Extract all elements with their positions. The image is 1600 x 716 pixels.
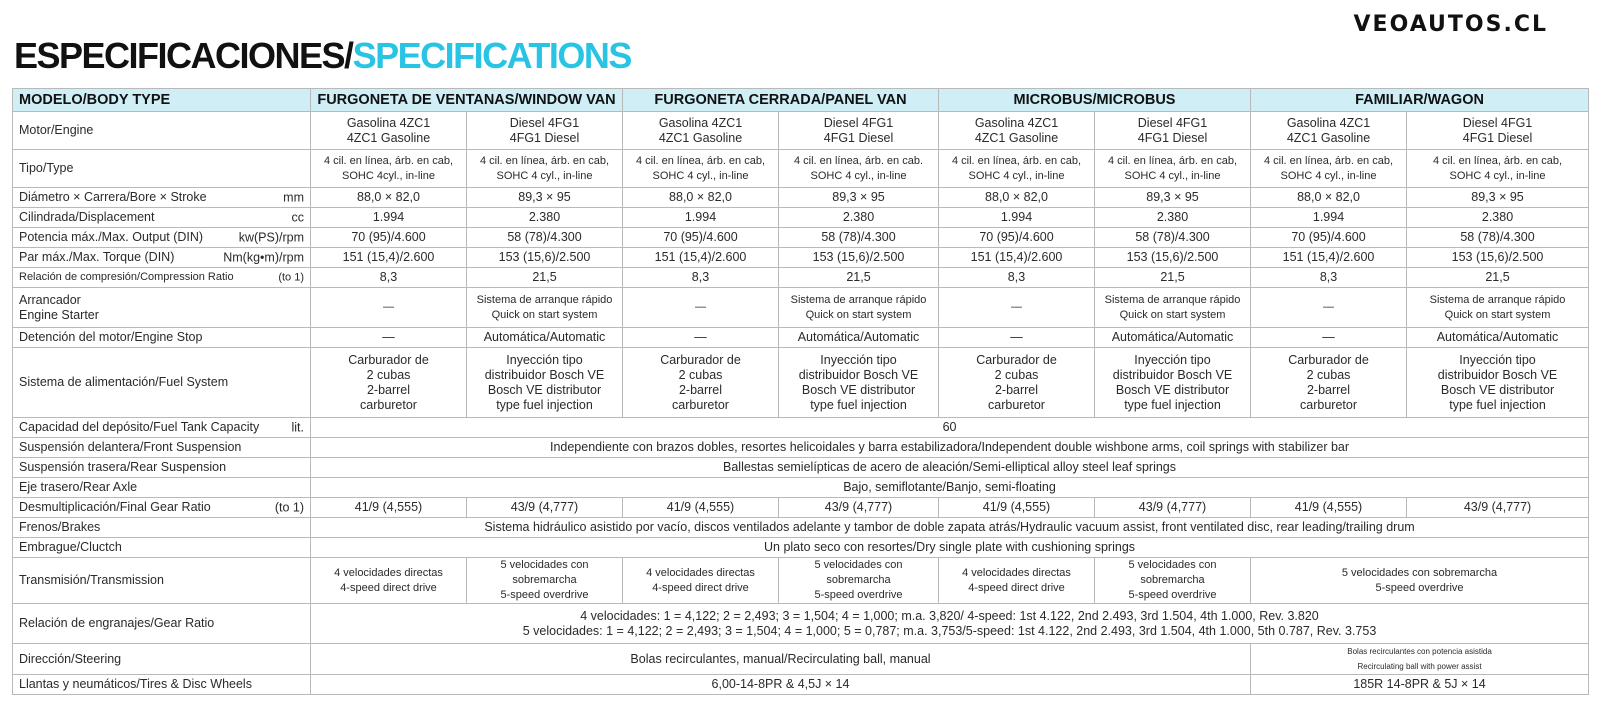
- spec-value: Un plato seco con resortes/Dry single plate with cushioning springs: [311, 538, 1589, 558]
- title-es: ESPECIFICACIONES/: [14, 35, 353, 76]
- spec-value: Bolas recirculantes, manual/Recirculating ball, manual: [311, 644, 1251, 675]
- spec-cell: 88,0 × 82,0: [623, 188, 779, 208]
- row-label-text: Transmisión/Transmission: [19, 573, 164, 587]
- row-type: [13, 150, 1589, 188]
- spec-cell: 1.994: [623, 208, 779, 228]
- spec-cell: 4 cil. en línea, árb. en cab, SOHC 4 cyl., in-line: [623, 150, 779, 188]
- spec-cell: 43/9 (4,777): [779, 498, 939, 518]
- row-compression: [13, 268, 1589, 288]
- spec-cell: —: [623, 328, 779, 348]
- spec-cell: 58 (78)/4.300: [1407, 228, 1589, 248]
- spec-cell: Carburador de 2 cubas 2-barrel carburetor: [311, 348, 467, 418]
- spec-cell: 151 (15,4)/2.600: [623, 248, 779, 268]
- spec-cell: 41/9 (4,555): [311, 498, 467, 518]
- spec-cell: Diesel 4FG1 4FG1 Diesel: [1095, 112, 1251, 150]
- row-label-text: Llantas y neumáticos/Tires & Disc Wheels: [19, 677, 252, 691]
- spec-cell: 4 velocidades directas 4-speed direct drive: [311, 558, 467, 604]
- spec-cell: 4 cil. en línea, árb. en cab. SOHC 4 cyl., in-line: [779, 150, 939, 188]
- spec-cell: 21,5: [779, 268, 939, 288]
- row-steering: [13, 644, 1589, 675]
- spec-cell: 58 (78)/4.300: [1095, 228, 1251, 248]
- row-label-text: Sistema de alimentación/Fuel System: [19, 375, 229, 389]
- wagon-value: 185R 14-8PR & 5J × 14: [1251, 675, 1589, 695]
- spec-cell: 21,5: [1095, 268, 1251, 288]
- row-label-text: Motor/Engine: [19, 123, 94, 137]
- spec-cell: 70 (95)/4.600: [311, 228, 467, 248]
- row-label-text: Frenos/Brakes: [19, 520, 101, 534]
- spec-value: 60: [311, 418, 1589, 438]
- row-label: [13, 558, 311, 604]
- spec-cell: Automática/Automatic: [1407, 328, 1589, 348]
- spec-cell: Inyección tipo distribuidor Bosch VE Bosch VE distributor type fuel injection: [1095, 348, 1251, 418]
- row-label-text: Eje trasero/Rear Axle: [19, 480, 138, 494]
- row-gear-ratio: [13, 604, 1589, 644]
- row-unit: mm: [283, 190, 304, 204]
- spec-cell: 89,3 × 95: [1407, 188, 1589, 208]
- row-label-text: Embrague/Cluctch: [19, 540, 122, 554]
- row-label: [13, 328, 311, 348]
- spec-cell: 58 (78)/4.300: [779, 228, 939, 248]
- spec-cell: 8,3: [623, 268, 779, 288]
- spec-cell: 2.380: [467, 208, 623, 228]
- spec-cell: 4 cil. en línea, árb. en cab, SOHC 4 cyl., in-line: [1251, 150, 1407, 188]
- spec-cell: 2.380: [1407, 208, 1589, 228]
- spec-cell: 5 velocidades con sobremarcha 5-speed overdrive: [1095, 558, 1251, 604]
- spec-cell: —: [311, 328, 467, 348]
- spec-value: 4 velocidades: 1 = 4,122; 2 = 2,493; 3 = 1,504; 4 = 1,000; m.a. 3,820/ 4-speed: 1st 4.122, 2nd 2.493, 3rd 1.504, 4th 1.000, Rev. 3.820 5 velocidades: 1 = 4,122; 2 = 2,493; 3 = 1,504; 4 = 1,000; 5 = 0,787; m.a. 3,753/5-speed: 1st 4.122, 2nd 2.493, 3rd 1.504, 4th 1.000, 5th 0.787, Rev. 3.753: [311, 604, 1589, 644]
- header-model: MODELO/BODY TYPE: [13, 89, 311, 112]
- spec-value: Sistema hidráulico asistido por vacío, discos ventilados adelante y tambor de doble zapata atrás/Hydraulic vacuum assist, front ventilated disc, rear leading/trailing drum: [311, 518, 1589, 538]
- spec-cell: 70 (95)/4.600: [623, 228, 779, 248]
- spec-cell: 41/9 (4,555): [623, 498, 779, 518]
- spec-cell: Sistema de arranque rápido Quick on start system: [1407, 288, 1589, 328]
- spec-cell: 1.994: [311, 208, 467, 228]
- row-label-text: Desmultiplicación/Final Gear Ratio: [19, 500, 211, 514]
- spec-cell: —: [939, 328, 1095, 348]
- row-displacement: [13, 208, 1589, 228]
- row-label: [13, 604, 311, 644]
- row-max-torque: [13, 248, 1589, 268]
- specifications-table: [12, 88, 1589, 695]
- spec-cell: 8,3: [1251, 268, 1407, 288]
- spec-cell: 4 velocidades directas 4-speed direct drive: [939, 558, 1095, 604]
- spec-cell: 153 (15,6)/2.500: [779, 248, 939, 268]
- spec-cell: Sistema de arranque rápido Quick on start system: [467, 288, 623, 328]
- spec-cell: 88,0 × 82,0: [939, 188, 1095, 208]
- row-engine-stop: [13, 328, 1589, 348]
- spec-cell: 21,5: [1407, 268, 1589, 288]
- spec-cell: —: [311, 288, 467, 328]
- spec-cell: Automática/Automatic: [779, 328, 939, 348]
- row-label: [13, 348, 311, 418]
- spec-cell: Inyección tipo distribuidor Bosch VE Bosch VE distributor type fuel injection: [1407, 348, 1589, 418]
- row-tires: [13, 675, 1589, 695]
- row-unit: kw(PS)/rpm: [238, 230, 304, 244]
- spec-cell: 4 velocidades directas 4-speed direct drive: [623, 558, 779, 604]
- row-fuel-system: [13, 348, 1589, 418]
- table-header-row: [13, 89, 1589, 112]
- spec-cell: Sistema de arranque rápido Quick on start system: [779, 288, 939, 328]
- spec-cell: 88,0 × 82,0: [311, 188, 467, 208]
- spec-cell: Gasolina 4ZC1 4ZC1 Gasoline: [939, 112, 1095, 150]
- spec-cell: Inyección tipo distribuidor Bosch VE Bosch VE distributor type fuel injection: [467, 348, 623, 418]
- row-label: [13, 418, 311, 438]
- row-label-text: Par máx./Max. Torque (DIN): [19, 250, 175, 264]
- spec-cell: 8,3: [939, 268, 1095, 288]
- row-label: [13, 208, 311, 228]
- spec-cell: 43/9 (4,777): [1095, 498, 1251, 518]
- row-transmission: [13, 558, 1589, 604]
- row-label: [13, 150, 311, 188]
- row-label-text: Diámetro × Carrera/Bore × Stroke: [19, 190, 207, 204]
- row-label: [13, 248, 311, 268]
- spec-cell: 41/9 (4,555): [939, 498, 1095, 518]
- spec-cell: 89,3 × 95: [779, 188, 939, 208]
- row-rear-axle: [13, 478, 1589, 498]
- spec-cell: —: [623, 288, 779, 328]
- row-label: [13, 228, 311, 248]
- spec-cell: 4 cil. en línea, árb. en cab, SOHC 4cyl., in-line: [311, 150, 467, 188]
- spec-cell: 70 (95)/4.600: [1251, 228, 1407, 248]
- row-label: [13, 112, 311, 150]
- row-rear-suspension: [13, 458, 1589, 478]
- spec-value: 6,00-14-8PR & 4,5J × 14: [311, 675, 1251, 695]
- spec-cell: Diesel 4FG1 4FG1 Diesel: [779, 112, 939, 150]
- row-label-text: Suspensión delantera/Front Suspension: [19, 440, 242, 454]
- spec-cell: Automática/Automatic: [467, 328, 623, 348]
- row-label: [13, 288, 311, 328]
- spec-cell: 153 (15,6)/2.500: [1095, 248, 1251, 268]
- spec-value: Ballestas semielípticas de acero de aleación/Semi-elliptical alloy steel leaf springs: [311, 458, 1589, 478]
- spec-cell: 5 velocidades con sobremarcha 5-speed overdrive: [1251, 558, 1589, 604]
- spec-cell: 2.380: [1095, 208, 1251, 228]
- title-en: SPECIFICATIONS: [352, 35, 631, 76]
- spec-cell: Carburador de 2 cubas 2-barrel carburetor: [1251, 348, 1407, 418]
- header-window-van: FURGONETA DE VENTANAS/WINDOW VAN: [311, 89, 623, 112]
- row-label-text: Tipo/Type: [19, 161, 74, 175]
- spec-cell: 5 velocidades con sobremarcha 5-speed overdrive: [467, 558, 623, 604]
- row-label: [13, 438, 311, 458]
- row-brakes: [13, 518, 1589, 538]
- row-unit: Nm(kg•m)/rpm: [223, 250, 304, 264]
- spec-cell: 153 (15,6)/2.500: [1407, 248, 1589, 268]
- row-label: [13, 458, 311, 478]
- row-clutch: [13, 538, 1589, 558]
- spec-cell: 58 (78)/4.300: [467, 228, 623, 248]
- row-unit: lit.: [291, 420, 304, 434]
- spec-cell: Carburador de 2 cubas 2-barrel carburetor: [623, 348, 779, 418]
- row-engine-starter: [13, 288, 1589, 328]
- row-label-text: Dirección/Steering: [19, 651, 122, 666]
- row-label-text: Relación de compresión/Compression Ratio: [19, 271, 234, 283]
- row-label-text: Capacidad del depósito/Fuel Tank Capacity: [19, 420, 260, 434]
- row-label: [13, 498, 311, 518]
- spec-cell: 70 (95)/4.600: [939, 228, 1095, 248]
- row-final-gear-ratio: [13, 498, 1589, 518]
- header-microbus: MICROBUS/MICROBUS: [939, 89, 1251, 112]
- spec-cell: 41/9 (4,555): [1251, 498, 1407, 518]
- spec-cell: 2.380: [779, 208, 939, 228]
- spec-cell: Diesel 4FG1 4FG1 Diesel: [467, 112, 623, 150]
- row-label: [13, 538, 311, 558]
- spec-cell: 88,0 × 82,0: [1251, 188, 1407, 208]
- row-label: [13, 268, 311, 288]
- spec-cell: 8,3: [311, 268, 467, 288]
- spec-cell: —: [939, 288, 1095, 328]
- header-panel-van: FURGONETA CERRADA/PANEL VAN: [623, 89, 939, 112]
- spec-cell: 43/9 (4,777): [1407, 498, 1589, 518]
- spec-cell: Carburador de 2 cubas 2-barrel carburetor: [939, 348, 1095, 418]
- spec-cell: Gasolina 4ZC1 4ZC1 Gasoline: [623, 112, 779, 150]
- spec-value: Independiente con brazos dobles, resortes helicoidales y barra estabilizadora/Independent double wishbone arms, coil springs with stabilizer bar: [311, 438, 1589, 458]
- page-title: [14, 35, 631, 76]
- row-label-text: Cilindrada/Displacement: [19, 210, 155, 224]
- row-label: [13, 478, 311, 498]
- row-max-output: [13, 228, 1589, 248]
- spec-cell: Gasolina 4ZC1 4ZC1 Gasoline: [1251, 112, 1407, 150]
- row-engine: [13, 112, 1589, 150]
- brand-logo: VEOAUTOS.CL: [1353, 12, 1548, 37]
- spec-cell: 43/9 (4,777): [467, 498, 623, 518]
- spec-cell: 1.994: [939, 208, 1095, 228]
- row-label-text: Relación de engranajes/Gear Ratio: [19, 616, 215, 630]
- spec-cell: Gasolina 4ZC1 4ZC1 Gasoline: [311, 112, 467, 150]
- spec-cell: Diesel 4FG1 4FG1 Diesel: [1407, 112, 1589, 150]
- spec-cell: 4 cil. en línea, árb. en cab, SOHC 4 cyl., in-line: [467, 150, 623, 188]
- row-unit: (to 1): [274, 500, 304, 514]
- spec-cell: Inyección tipo distribuidor Bosch VE Bosch VE distributor type fuel injection: [779, 348, 939, 418]
- spec-cell: 151 (15,4)/2.600: [939, 248, 1095, 268]
- row-unit: cc: [291, 210, 304, 224]
- row-label: [13, 188, 311, 208]
- spec-cell: 4 cil. en línea, árb. en cab, SOHC 4 cyl., in-line: [939, 150, 1095, 188]
- spec-cell: 4 cil. en línea, árb. en cab, SOHC 4 cyl., in-line: [1407, 150, 1589, 188]
- row-label-text: Detención del motor/Engine Stop: [19, 330, 203, 344]
- row-label-text: Potencia máx./Max. Output (DIN): [19, 230, 204, 244]
- spec-value: Bajo, semiflotante/Banjo, semi-floating: [311, 478, 1589, 498]
- row-label: [13, 644, 311, 675]
- spec-cell: 151 (15,4)/2.600: [311, 248, 467, 268]
- spec-cell: 89,3 × 95: [1095, 188, 1251, 208]
- row-front-suspension: [13, 438, 1589, 458]
- row-fuel-tank: [13, 418, 1589, 438]
- row-label: [13, 518, 311, 538]
- spec-cell: 151 (15,4)/2.600: [1251, 248, 1407, 268]
- spec-cell: 89,3 × 95: [467, 188, 623, 208]
- spec-cell: 5 velocidades con sobremarcha 5-speed overdrive: [779, 558, 939, 604]
- header-wagon: FAMILIAR/WAGON: [1251, 89, 1589, 112]
- row-label-text: Arrancador Engine Starter: [19, 292, 99, 322]
- spec-cell: 4 cil. en línea, árb. en cab, SOHC 4 cyl., in-line: [1095, 150, 1251, 188]
- spec-cell: Automática/Automatic: [1095, 328, 1251, 348]
- row-unit: (to 1): [278, 271, 304, 283]
- row-label-text: Suspensión trasera/Rear Suspension: [19, 460, 227, 474]
- spec-cell: —: [1251, 288, 1407, 328]
- spec-cell: 153 (15,6)/2.500: [467, 248, 623, 268]
- spec-cell: —: [1251, 328, 1407, 348]
- wagon-value: Bolas recirculantes con potencia asistida Recirculating ball with power assist: [1251, 644, 1589, 675]
- spec-cell: 21,5: [467, 268, 623, 288]
- row-label: [13, 675, 311, 695]
- row-bore-stroke: [13, 188, 1589, 208]
- spec-cell: Sistema de arranque rápido Quick on start system: [1095, 288, 1251, 328]
- spec-cell: 1.994: [1251, 208, 1407, 228]
